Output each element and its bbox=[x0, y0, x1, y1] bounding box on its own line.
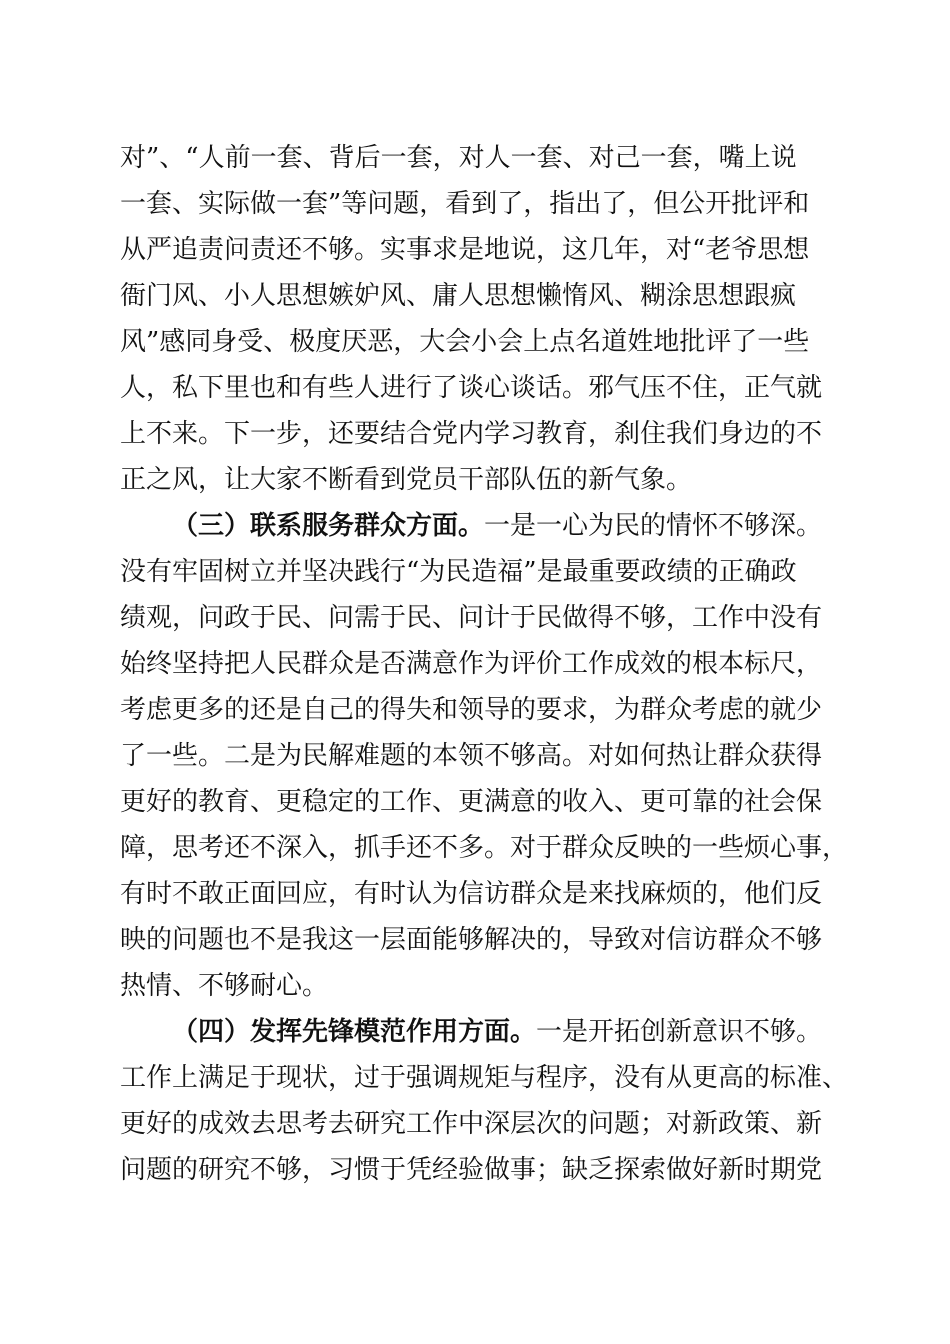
body-line: 从严追责问责还不够。实事求是地说，这几年，对“老爷思想 bbox=[120, 235, 810, 265]
body-line: 上不来。下一步，还要结合党内学习教育，刹住我们身边的不 bbox=[120, 419, 823, 449]
body-line: 障，思考还不深入，抓手还不多。对于群众反映的一些烦心事， bbox=[120, 833, 849, 863]
body-line: 人，私下里也和有些人进行了谈心谈话。邪气压不住，正气就 bbox=[120, 373, 823, 403]
body-line: 衙门风、小人思想嫉妒风、庸人思想懒惰风、糊涂思想跟疯 bbox=[120, 281, 797, 311]
body-line: 工作上满足于现状，过于强调规矩与程序，没有从更高的标准、 bbox=[120, 1063, 849, 1093]
section-3-first-line bbox=[172, 504, 822, 548]
section-4-first-line-text: 一是开拓创新意识不够。 bbox=[536, 1017, 823, 1047]
body-line: 绩观，问政于民、问需于民、问计于民做得不够，工作中没有 bbox=[120, 603, 823, 633]
body-line: 问题的研究不够，习惯于凭经验做事；缺乏探索做好新时期党 bbox=[120, 1155, 823, 1185]
body-line: 更好的成效去思考去研究工作中深层次的问题；对新政策、新 bbox=[120, 1109, 823, 1139]
body-line: 没有牢固树立并坚决践行“为民造福”是最重要政绩的正确政 bbox=[120, 557, 797, 587]
body-line: 正之风，让大家不断看到党员干部队伍的新气象。 bbox=[120, 465, 693, 495]
body-line: 有时不敢正面回应，有时认为信访群众是来找麻烦的，他们反 bbox=[120, 879, 823, 909]
section-3-heading: （三）联系服务群众方面。 bbox=[172, 511, 485, 541]
body-line: 风”感同身受、极度厌恶，大会小会上点名道姓地批评了一些 bbox=[120, 327, 810, 357]
section-4-first-line bbox=[172, 1010, 822, 1054]
body-line: 了一些。二是为民解难题的本领不够高。对如何热让群众获得 bbox=[120, 741, 823, 771]
body-line: 更好的教育、更稳定的工作、更满意的收入、更可靠的社会保 bbox=[120, 787, 823, 817]
body-line: 考虑更多的还是自己的得失和领导的要求，为群众考虑的就少 bbox=[120, 695, 823, 725]
body-line: 对”、“人前一套、背后一套，对人一套、对己一套，嘴上说 bbox=[120, 143, 797, 173]
body-line: 热情、不够耐心。 bbox=[120, 971, 329, 1001]
body-line: 一套、实际做一套”等问题，看到了，指出了，但公开批评和 bbox=[120, 189, 810, 219]
section-4-heading: （四）发挥先锋模范作用方面。 bbox=[172, 1017, 537, 1047]
body-line: 映的问题也不是我这一层面能够解决的，导致对信访群众不够 bbox=[120, 925, 823, 955]
body-line: 始终坚持把人民群众是否满意作为评价工作成效的根本标尺， bbox=[120, 649, 823, 679]
section-3-first-line-text: 一是一心为民的情怀不够深。 bbox=[484, 511, 823, 541]
